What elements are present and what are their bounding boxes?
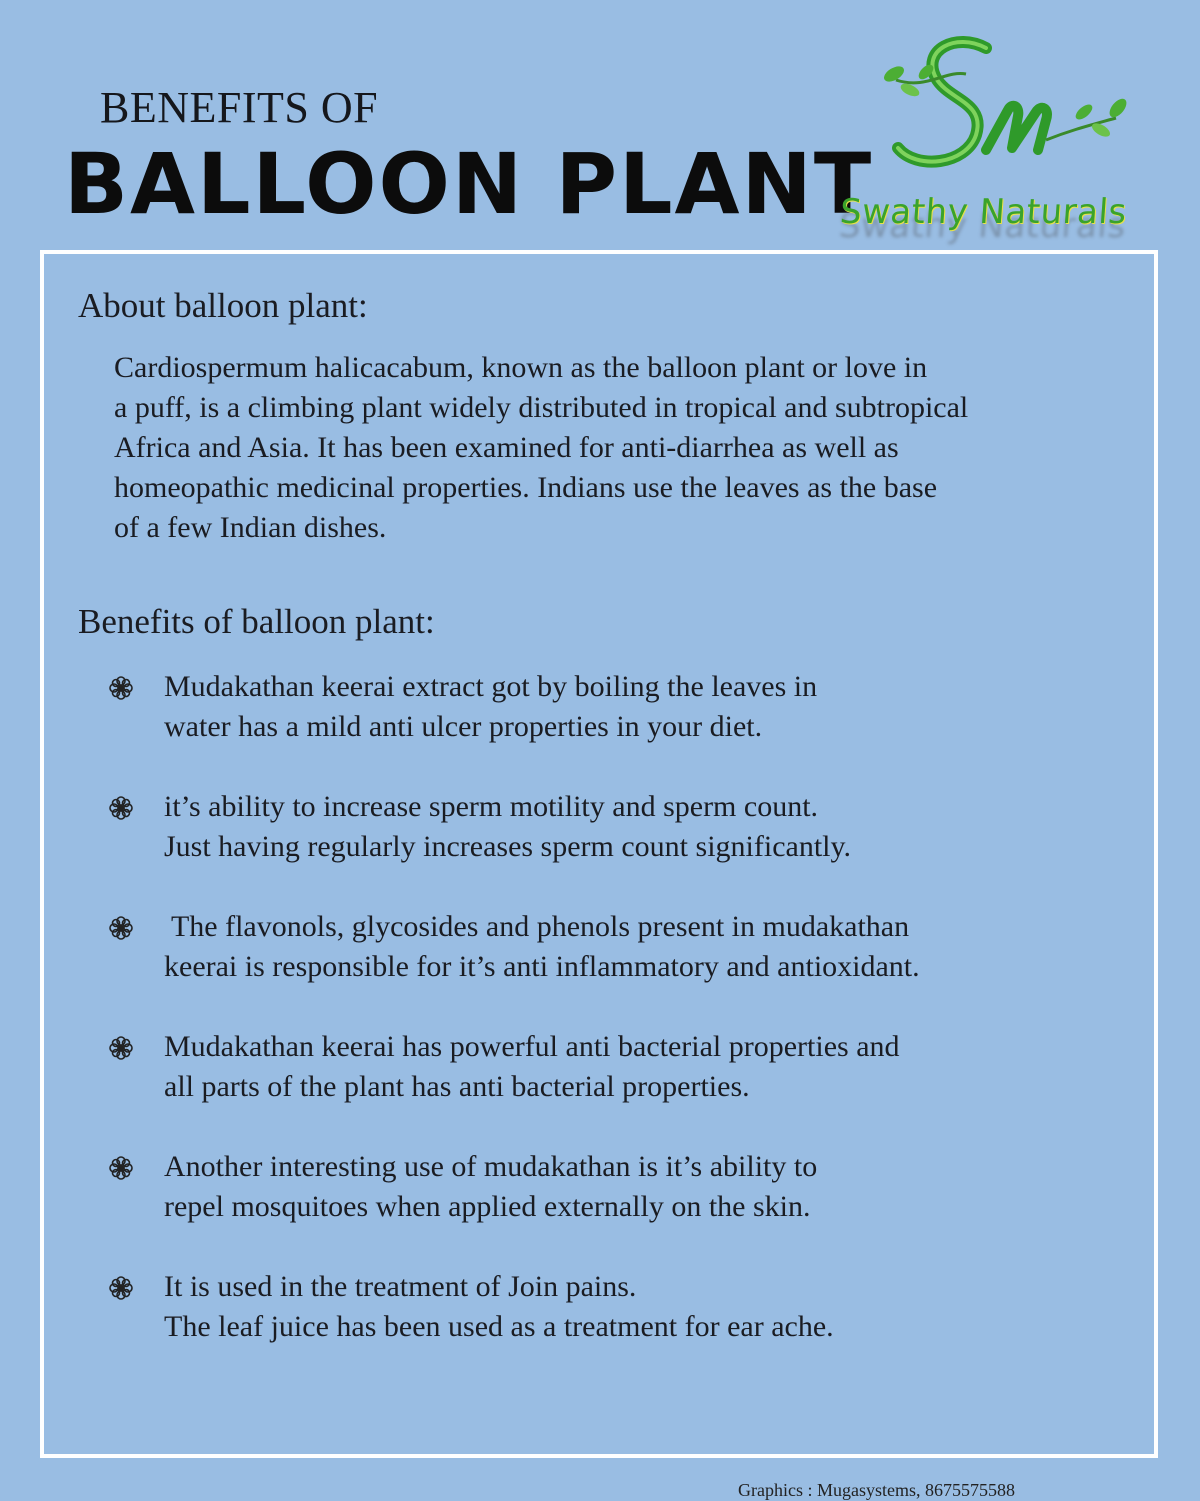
flower-bullet-icon [108,1155,134,1181]
leaf-monogram-icon [836,30,1146,200]
title-benefits-of: BENEFITS OF [100,83,379,132]
flower-bullet-icon [108,915,134,941]
list-item-line: water has a mild anti ulcer properties in your diet. [164,710,763,743]
graphics-credit: Graphics : Mugasystems, 8675575588 [738,1480,1015,1500]
flower-bullet-icon [108,1035,134,1061]
list-item-line: Just having regularly increases sperm count significantly. [164,830,852,863]
flower-bullet-icon [108,795,134,821]
list-item-line: Another interesting use of mudakathan is it’s ability to [164,1150,818,1183]
about-line: Africa and Asia. It has been examined for anti-diarrhea as well as [114,431,899,464]
about-line: homeopathic medicinal properties. Indians use the leaves as the base [114,471,938,504]
list-item-line: Mudakathan keerai extract got by boiling the leaves in [164,670,818,703]
flower-bullet-icon [108,675,134,701]
about-line: of a few Indian dishes. [114,511,387,544]
list-item-line: all parts of the plant has anti bacterial properties. [164,1070,750,1103]
list-item-line: The flavonols, glycosides and phenols present in mudakathan [164,910,910,943]
about-line: a puff, is a climbing plant widely distributed in tropical and subtropical [114,391,969,424]
about-heading: About balloon plant: [78,286,368,325]
about-line: Cardiospermum halicacabum, known as the balloon plant or love in [114,351,928,384]
brand-logo [836,30,1146,250]
title-balloon-plant: BALLOON PLANT [64,135,874,233]
about-paragraph [114,348,1164,548]
benefits-heading: Benefits of balloon plant: [78,602,435,641]
list-item-line: keerai is responsible for it’s anti inflammatory and antioxidant. [164,950,920,983]
list-item-line: it’s ability to increase sperm motility and sperm count. [164,790,819,823]
brand-name: Swathy Naturals [838,192,1129,232]
list-item-line: repel mosquitoes when applied externally on the skin. [164,1190,811,1223]
list-item-line: The leaf juice has been used as a treatment for ear ache. [164,1310,834,1343]
list-item-line: Mudakathan keerai has powerful anti bacterial properties and [164,1030,900,1063]
flower-bullet-icon [108,1275,134,1301]
list-item-line: It is used in the treatment of Join pains. [164,1270,637,1303]
